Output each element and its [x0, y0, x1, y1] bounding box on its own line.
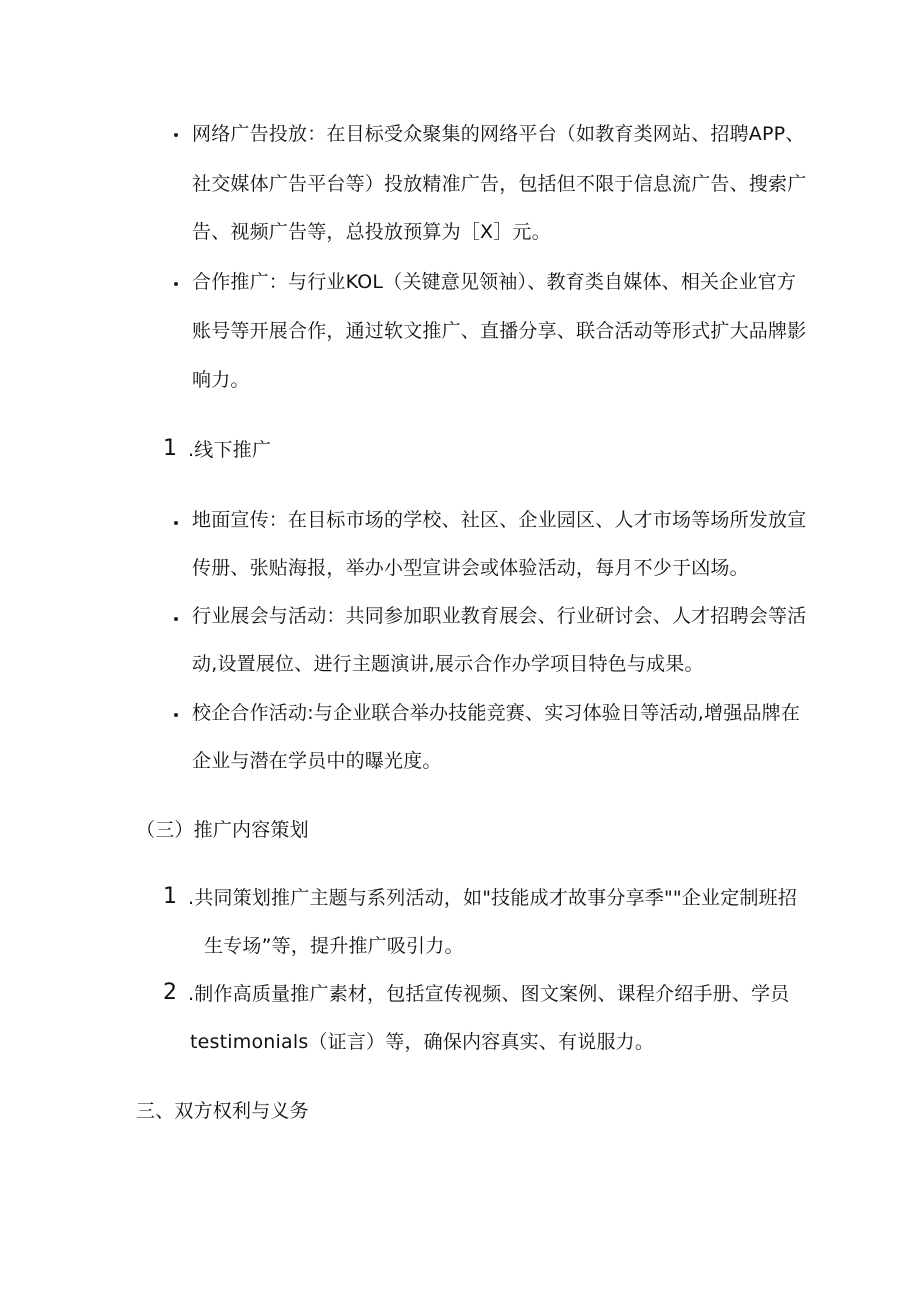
- online-item-2-line-3: 响力。: [192, 369, 250, 391]
- online-item-1-line-1: 网络广告投放：在目标受众聚集的网络平台（如教育类网站、招聘APP、: [192, 123, 805, 145]
- rights-section-title: 三、双方权利与义务: [136, 1100, 309, 1122]
- content-item-2-number: 2: [163, 980, 177, 1005]
- bullet-dot: [174, 521, 178, 525]
- online-item-2-line-1: 合作推广：与行业KOL（关键意见领袖）、教育类自媒体、相关企业官方: [192, 271, 797, 293]
- online-item-1-line-3: 告、视频广告等，总投放预算为［X］元。: [192, 221, 551, 243]
- content-item-1-number: 1: [163, 884, 177, 909]
- bullet-dot: [174, 282, 178, 286]
- content-item-1-line-2: 生专场”等，提升推广吸引力。: [204, 935, 464, 957]
- bullet-dot: [174, 133, 178, 137]
- bullet-dot: [174, 713, 178, 717]
- offline-item-3-line-1: 校企合作活动:与企业联合举办技能竞赛、实习体验日等活动,增强品牌在: [192, 702, 801, 724]
- online-item-2-line-2: 账号等开展合作，通过软文推广、直播分享、联合活动等形式扩大品牌影: [192, 320, 807, 342]
- content-item-2-line-1: .制作高质量推广素材，包括宣传视频、图文案例、课程介绍手册、学员: [188, 983, 790, 1005]
- content-item-2-line-2: testimonials（证言）等，确保内容真实、有说服力。: [190, 1031, 655, 1053]
- offline-item-3-line-2: 企业与潜在学员中的曝光度。: [192, 750, 442, 772]
- offline-heading-text: .线下推广: [188, 439, 272, 461]
- offline-item-1-line-2: 传册、张贴海报，举办小型宣讲会或体验活动，每月不少于凶场。: [192, 557, 749, 579]
- offline-item-1-line-1: 地面宣传：在目标市场的学校、社区、企业园区、人才市场等场所发放宣: [192, 509, 807, 531]
- content-section-title: （三）推广内容策划: [136, 819, 309, 841]
- offline-item-2-line-1: 行业展会与活动：共同参加职业教育展会、行业研讨会、人才招聘会等活: [192, 605, 807, 627]
- offline-heading-number: 1: [163, 436, 177, 461]
- online-item-1-line-2: 社交媒体广告平台等）投放精准广告，包括但不限于信息流广告、搜索广: [192, 173, 807, 195]
- offline-item-2-line-2: 动,设置展位、进行主题演讲,展示合作办学项目特色与成果。: [192, 653, 704, 675]
- bullet-dot: [174, 617, 178, 621]
- content-item-1-line-1: .共同策划推广主题与系列活动，如"技能成才故事分享季""企业定制班招: [188, 887, 798, 909]
